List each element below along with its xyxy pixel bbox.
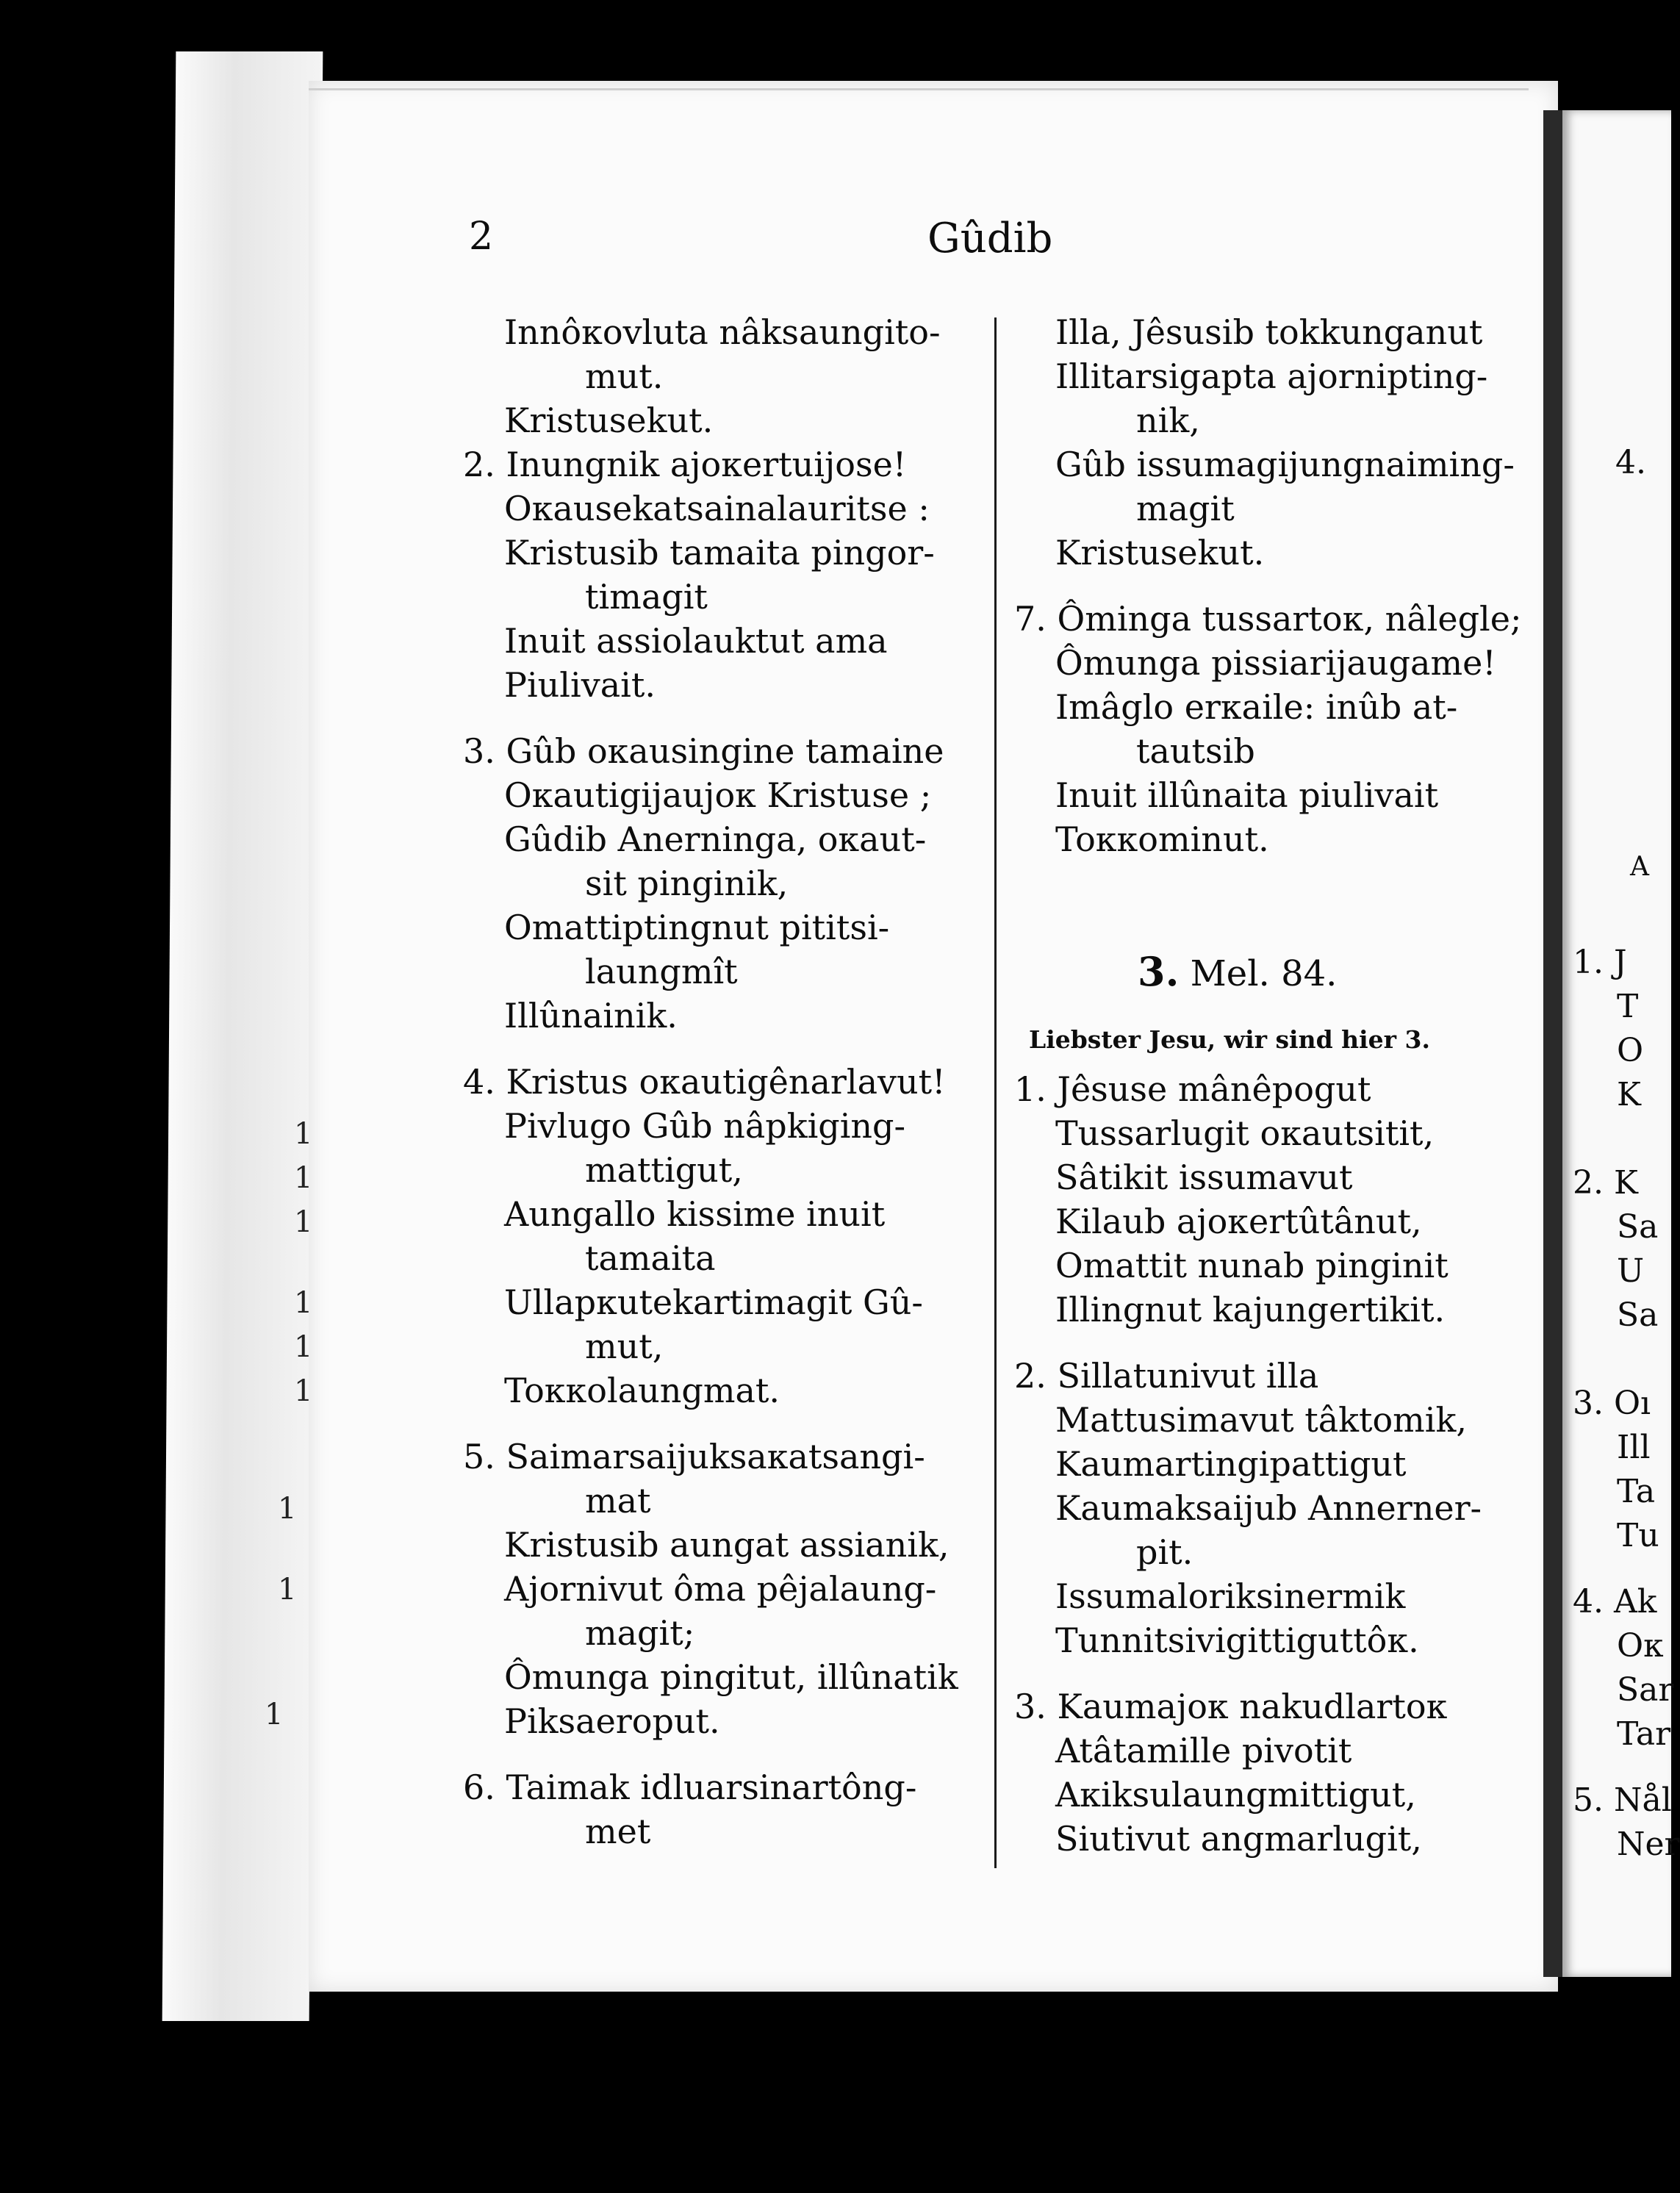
text-line: Sâtikit issumavut <box>1055 1157 1353 1197</box>
text-line: Illingnut kajungertikit. <box>1055 1290 1446 1329</box>
peek-line: Ill <box>1617 1429 1651 1466</box>
text-line: Pivlugo Gûb nâpkiging- <box>504 1106 906 1146</box>
text-line: Aкiksulaungmittigut, <box>1055 1775 1416 1815</box>
margin-mark: 1 <box>294 1286 313 1320</box>
next-page-text <box>1564 441 1652 485</box>
page-number: 2 <box>469 215 494 259</box>
text-line: Tussarlugit oкautsitit, <box>1055 1113 1435 1153</box>
hymn-verses <box>1014 1067 1482 1861</box>
verse-start: 2. Sillatunivut illa <box>1014 1356 1319 1396</box>
verse-start: 3. Gûb oкausingine tamaine <box>463 731 944 771</box>
peek-line: Oк <box>1617 1627 1664 1665</box>
peek-line: 3. Oı <box>1573 1385 1651 1422</box>
hymn-heading <box>1138 948 1337 995</box>
text-line: mattigut, <box>585 1150 743 1190</box>
text-line: Toккominut. <box>1055 819 1269 859</box>
text-line: nik, <box>1136 401 1200 440</box>
text-line: Illa, Jêsusib tokkunganut <box>1055 312 1483 352</box>
text-line: Kristusekut. <box>504 401 714 440</box>
text-line: Ullapкutekartimagit Gû- <box>504 1282 923 1322</box>
text-line: tautsib <box>1136 731 1255 771</box>
text-line: Ajornivut ôma pêjalaung- <box>504 1569 937 1609</box>
peek-line: 1. J <box>1573 944 1627 981</box>
text-line: Gûdib Anerninga, oкaut- <box>504 819 927 859</box>
text-line: Inuit assiolauktut ama <box>504 621 888 661</box>
text-line: Mattusimavut tâktomik, <box>1055 1400 1467 1440</box>
peek-line: 2. K <box>1573 1164 1638 1202</box>
verse-start: 1. Jêsuse mânêpogut <box>1014 1069 1371 1109</box>
next-page-text <box>1573 941 1680 1867</box>
peek-line: 4. <box>1615 444 1646 481</box>
text-line: sit pinginik, <box>585 864 789 903</box>
text-line: laungmît <box>585 952 738 991</box>
margin-mark: 1 <box>265 1698 284 1731</box>
verse-start: 7. Ôminga tussartoк, nâlegle; <box>1014 599 1522 639</box>
verse-start: 2. Inungnik ajoкertuijose! <box>463 445 907 484</box>
text-line: Gûb issumagijungnaiming- <box>1055 445 1515 484</box>
text-line: Piksaeroput. <box>504 1701 720 1741</box>
text-line: Kristusib tamaita pingor- <box>504 533 935 573</box>
peek-line: K <box>1617 1076 1641 1113</box>
margin-mark: 1 <box>294 1205 313 1239</box>
hymn-number: 3. <box>1138 948 1180 995</box>
text-line: met <box>585 1812 651 1851</box>
text-line: Imâglo erкaile: inûb at- <box>1055 687 1458 727</box>
text-line: pit. <box>1136 1532 1193 1572</box>
margin-mark: 1 <box>294 1161 313 1195</box>
text-line: Inuit illûnaita piulivait <box>1055 775 1439 815</box>
text-line: Innôкovluta nâksaungito- <box>504 312 941 352</box>
text-line: Tunnitsivigittiguttôк. <box>1055 1620 1419 1660</box>
peek-line: Tar <box>1617 1715 1671 1753</box>
text-line: Atâtamille pivotit <box>1055 1731 1352 1770</box>
peek-line: Ner <box>1617 1826 1680 1863</box>
peek-line: U <box>1617 1252 1645 1290</box>
text-line: Omattit nunab pinginit <box>1055 1246 1449 1285</box>
right-column <box>1014 310 1521 861</box>
text-line: magit; <box>585 1613 695 1653</box>
verse-start: 5. Saimarsaijuksaкatsangi- <box>463 1437 925 1476</box>
text-line: magit <box>1136 489 1235 528</box>
verse-start: 3. Kaumajoк nakudlartoк <box>1014 1687 1448 1726</box>
text-line: Illûnainik. <box>504 996 678 1036</box>
text-line: Illitarsigapta ajornipting- <box>1055 356 1488 396</box>
peek-line: 4. Ak <box>1573 1583 1657 1620</box>
peek-line: O <box>1617 1032 1644 1069</box>
text-line: tamaita <box>585 1238 716 1278</box>
peek-line: Sa <box>1617 1208 1659 1246</box>
peek-line: Ta <box>1617 1473 1656 1510</box>
left-column <box>463 310 958 1853</box>
peek-line: Sar <box>1617 1671 1674 1709</box>
peek-line: Tu <box>1617 1517 1659 1554</box>
text-line: Ômunga pissiarijaugame! <box>1055 643 1496 683</box>
text-line: Siutivut angmarlugit, <box>1055 1819 1422 1859</box>
peek-line: Sa <box>1617 1296 1659 1334</box>
page-top-rule <box>309 88 1529 90</box>
hymn-melody: Mel. 84. <box>1190 953 1338 994</box>
peek-line: 5. Nål <box>1573 1781 1672 1819</box>
text-line: Kristusib aungat assianik, <box>504 1525 950 1565</box>
text-line: Kaumartingipattigut <box>1055 1444 1407 1484</box>
text-line: timagit <box>585 577 708 617</box>
text-line: Piulivait. <box>504 665 656 705</box>
peek-line: A <box>1630 852 1649 882</box>
text-line: Kaumaksaijub Annerner- <box>1055 1488 1482 1528</box>
running-head: Gûdib <box>927 215 1053 262</box>
text-line: Kristusekut. <box>1055 533 1265 573</box>
next-page-text <box>1564 845 1652 889</box>
margin-mark: 1 <box>294 1330 313 1364</box>
verse-start: 4. Kristus oкautigênarlavut! <box>463 1062 946 1102</box>
text-line: Kilaub ajoкertûtânut, <box>1055 1202 1422 1241</box>
margin-mark: 1 <box>294 1117 313 1151</box>
text-line: Oкausekatsainalauritse : <box>504 489 930 528</box>
peek-line: T <box>1617 988 1639 1025</box>
text-line: Oкautigijaujoк Kristuse ; <box>504 775 932 815</box>
text-line: Issumaloriksinermik <box>1055 1576 1406 1616</box>
text-line: mut. <box>585 356 664 396</box>
margin-mark: 1 <box>294 1374 313 1408</box>
column-divider <box>994 317 997 1868</box>
text-line: Toккolaungmat. <box>504 1371 780 1410</box>
page-edge-stack <box>162 51 323 2021</box>
margin-mark: 1 <box>278 1573 297 1607</box>
text-line: mut, <box>585 1327 664 1366</box>
verse-start: 6. Taimak idluarsinartông- <box>463 1767 917 1807</box>
margin-mark: 1 <box>278 1492 297 1526</box>
text-line: mat <box>585 1481 651 1521</box>
hymn-tune: Liebster Jesu, wir sind hier 3. <box>1029 1025 1430 1054</box>
text-line: Ômunga pingitut, illûnatik <box>504 1657 958 1697</box>
text-line: Aungallo kissime inuit <box>504 1194 886 1234</box>
text-line: Omattiptingnut pititsi- <box>504 908 890 947</box>
